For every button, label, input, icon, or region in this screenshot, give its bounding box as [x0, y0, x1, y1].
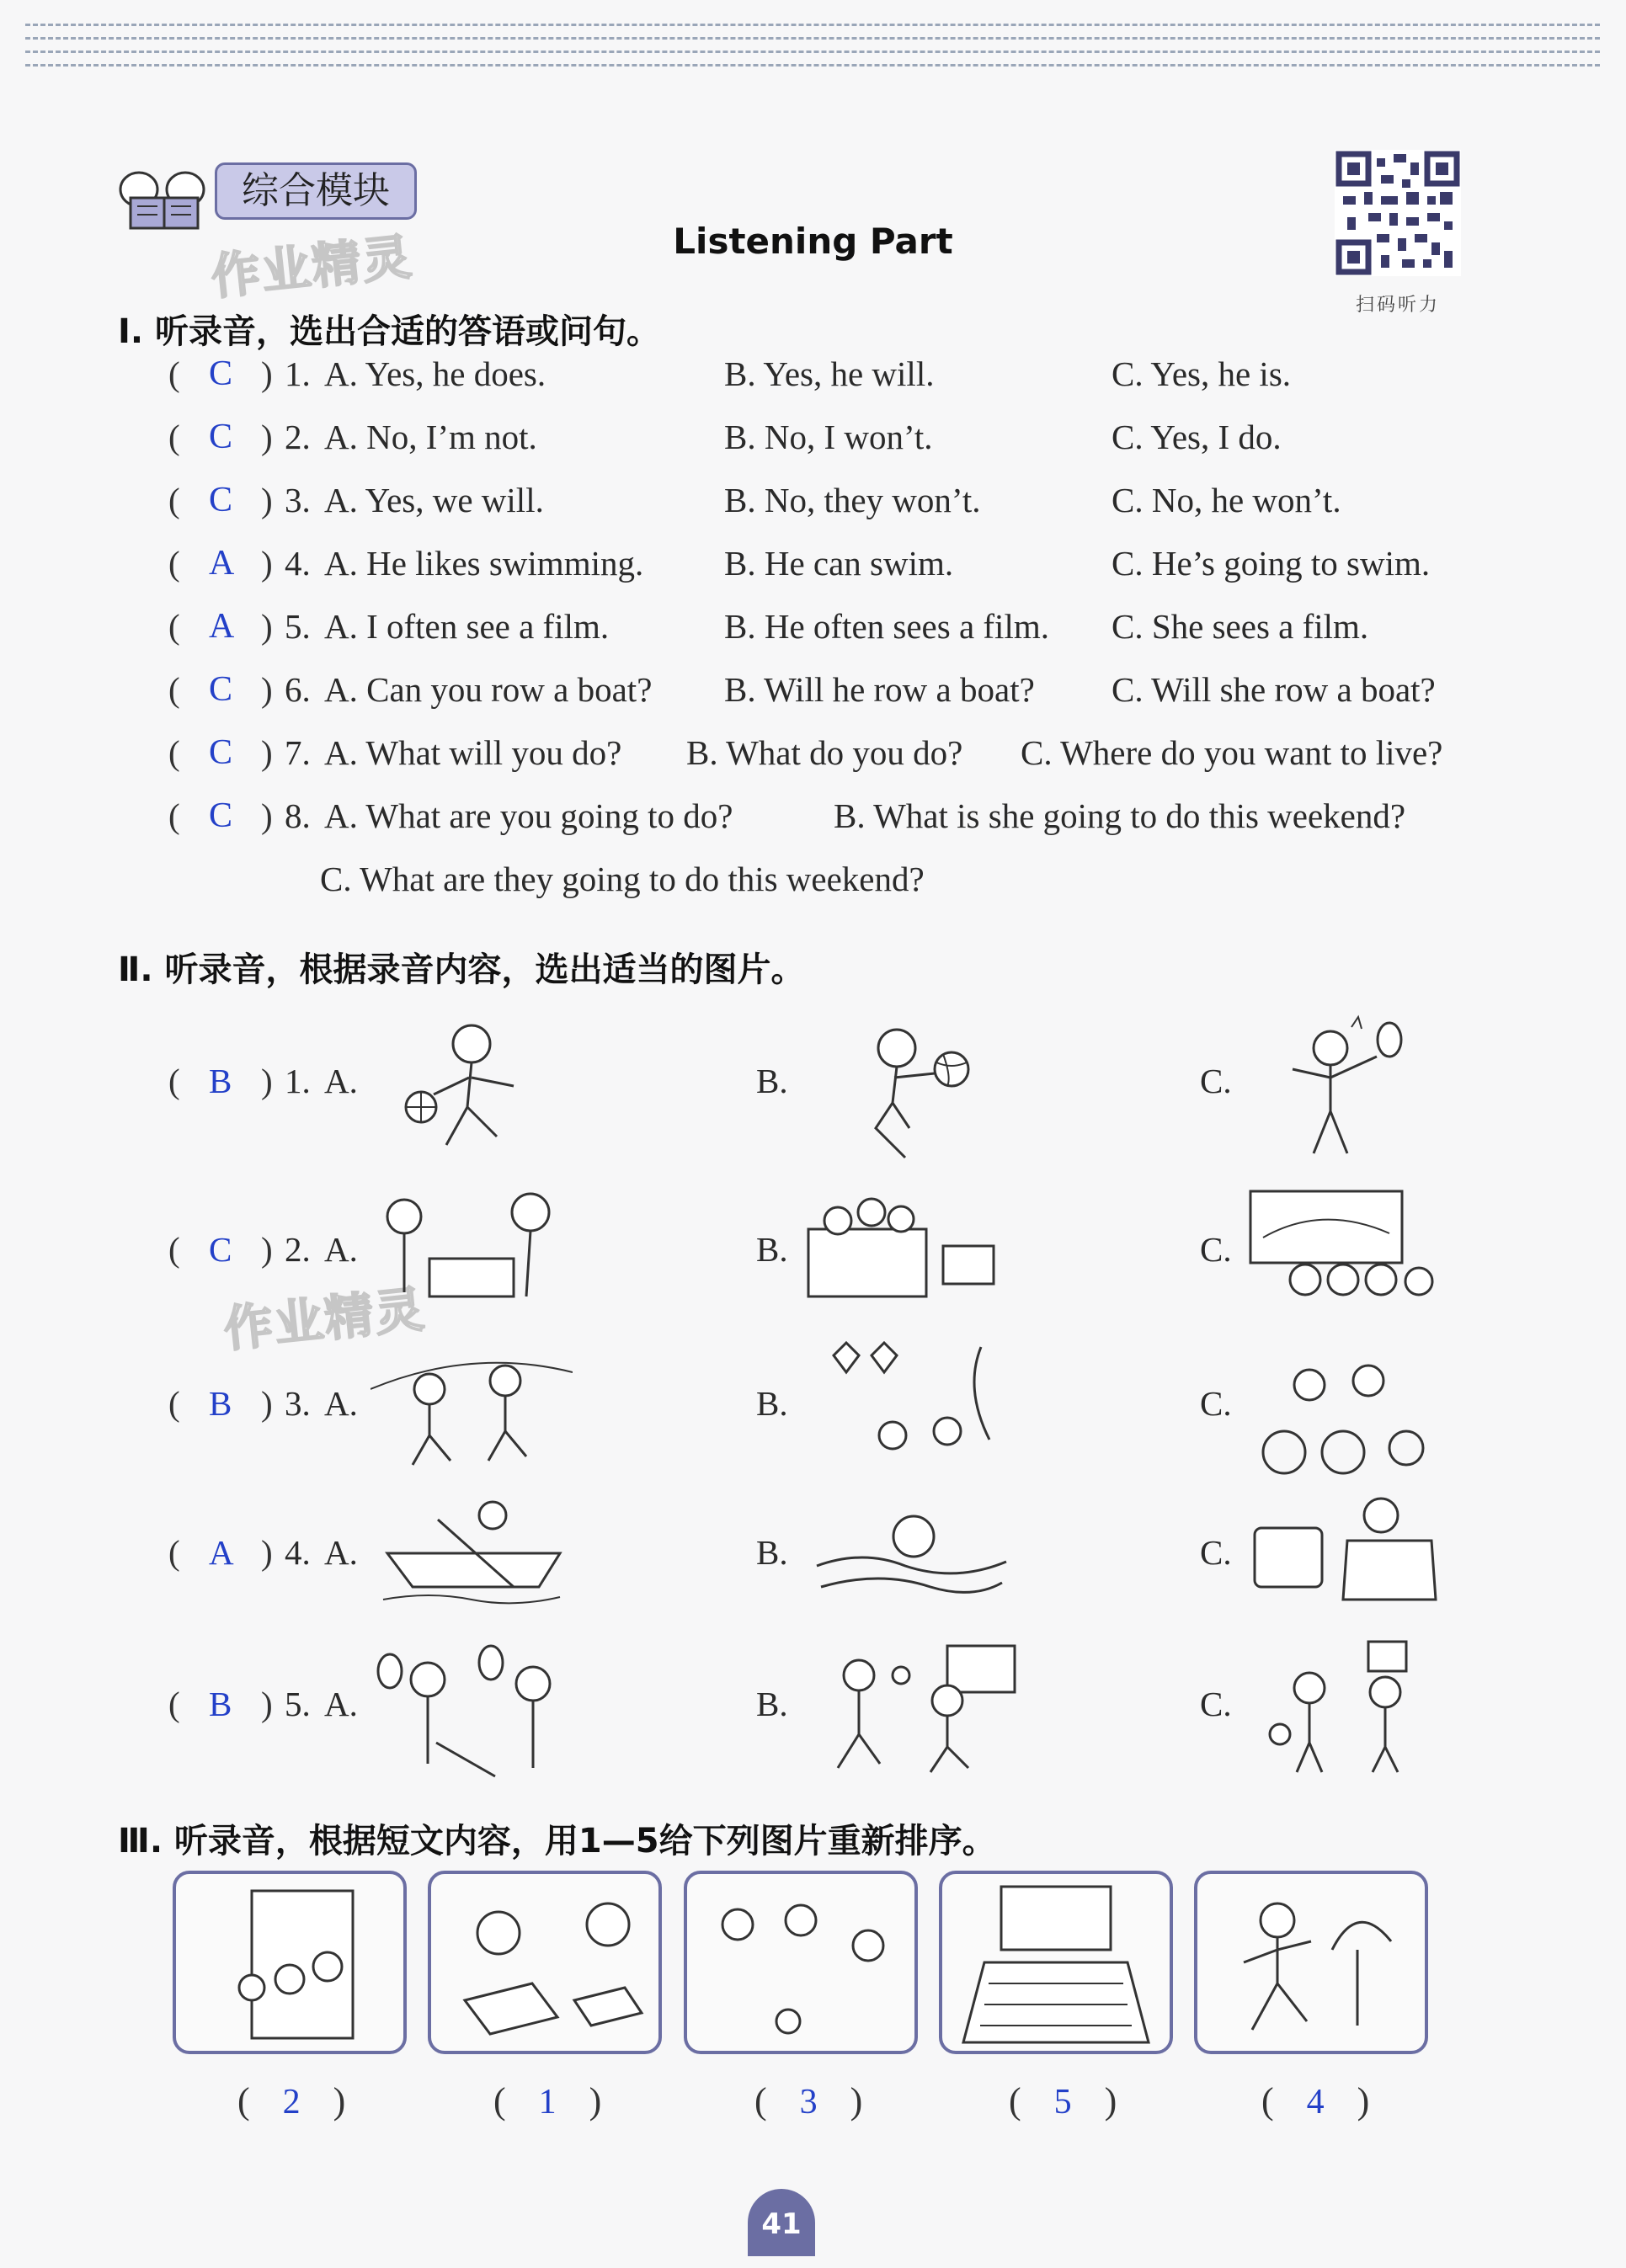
answer-mark: 1: [538, 2083, 557, 2122]
left-paren: (: [168, 607, 180, 646]
kids-riding-bikes-picture[interactable]: [1242, 1343, 1431, 1482]
answer-mark: C: [209, 418, 233, 456]
answer-mark: 4: [1306, 2083, 1325, 2122]
option-c: C. Yes, I do.: [1112, 418, 1282, 456]
option-b: B. No, I won’t.: [724, 418, 933, 456]
question-number: 3.: [285, 481, 311, 519]
right-paren: ): [261, 1062, 273, 1100]
question-number: 3.: [285, 1384, 311, 1423]
option-b: B. What is she going to do this weekend?: [834, 796, 1406, 835]
answer-mark: B: [209, 1384, 232, 1423]
answer-mark: A: [209, 544, 235, 583]
left-paren: (: [168, 1685, 180, 1723]
section-2-heading: Ⅱ. 听录音，根据录音内容，选出适当的图片。: [118, 950, 805, 989]
answer-mark: B: [209, 1685, 232, 1723]
order-answer: [754, 2079, 862, 2122]
question-number: 2.: [285, 1230, 311, 1269]
order-answer: [237, 2079, 345, 2122]
family-at-door-illustration: [176, 1874, 403, 2051]
order-picture-football[interactable]: [684, 1871, 918, 2054]
left-paren: (: [168, 544, 180, 583]
picture-question-row: [0, 1490, 1626, 1658]
question-number: 1.: [285, 354, 311, 393]
question-row: [0, 606, 1626, 657]
left-paren: (: [1261, 2080, 1274, 2122]
cinema-illustration: [942, 1874, 1170, 2051]
left-paren: (: [168, 733, 180, 772]
option-c: C. Where do you want to live?: [1021, 733, 1443, 772]
kids-running-picture[interactable]: [371, 1339, 573, 1477]
option-b: B. He can swim.: [724, 544, 954, 583]
volleyball-girl-picture[interactable]: [825, 1010, 985, 1170]
question-number: 5.: [285, 607, 311, 646]
kids-flying-kites-picture[interactable]: [821, 1339, 1006, 1482]
question-row: [0, 480, 1626, 530]
option-b-label: B.: [756, 1062, 788, 1100]
question-number: 5.: [285, 1685, 311, 1723]
option-b-label: B.: [756, 1533, 788, 1572]
option-a: A. He likes swimming.: [324, 544, 644, 583]
option-b: B. No, they won’t.: [724, 481, 981, 519]
answer-mark: 3: [799, 2083, 818, 2122]
left-paren: (: [168, 481, 180, 519]
page-title: Listening Part: [673, 221, 953, 262]
option-c-label: C.: [1200, 1062, 1232, 1100]
right-paren: ): [1104, 2080, 1117, 2122]
order-answer: [1009, 2079, 1117, 2122]
left-paren: (: [168, 1533, 180, 1572]
answer-mark: C: [209, 670, 233, 709]
right-paren: ): [261, 670, 273, 709]
right-paren: ): [261, 354, 273, 393]
kids-playing-tennis-picture[interactable]: [369, 1637, 579, 1781]
left-paren: (: [754, 2080, 767, 2122]
option-b: B. He often sees a film.: [724, 607, 1049, 646]
option-c-label: C.: [1200, 1685, 1232, 1723]
order-picture-reading[interactable]: [428, 1871, 662, 2054]
family-watching-tv-picture[interactable]: [804, 1187, 1006, 1313]
man-watching-tv-picture[interactable]: [1246, 1490, 1440, 1612]
kids-playing-basketball-picture[interactable]: [1259, 1637, 1427, 1781]
question-number: 4.: [285, 544, 311, 583]
right-paren: ): [261, 1533, 273, 1572]
order-answer: [493, 2079, 601, 2122]
option-c: C. What are they going to do this weekend?: [320, 860, 925, 898]
picture-question-row: [0, 1183, 1626, 1351]
boy-swimming-picture[interactable]: [813, 1499, 1010, 1608]
option-c: C. Yes, he is.: [1112, 354, 1292, 393]
option-a-label: A.: [324, 1384, 358, 1423]
watermark: 作业精灵: [221, 1280, 429, 1359]
picture-question-row: [0, 1010, 1626, 1179]
option-a: A. I often see a film.: [324, 607, 610, 646]
answer-mark: A: [209, 1533, 234, 1572]
answer-mark: 2: [282, 2083, 301, 2122]
boy-rowing-boat-picture[interactable]: [379, 1494, 568, 1608]
answer-mark: 5: [1053, 2083, 1072, 2122]
question-number: 4.: [285, 1533, 311, 1572]
kids-playing-football-illustration: [687, 1874, 914, 2051]
left-paren: (: [168, 418, 180, 456]
answer-mark: C: [209, 481, 233, 519]
right-paren: ): [261, 544, 273, 583]
answer-mark: B: [209, 1062, 232, 1100]
answer-mark: C: [209, 1230, 232, 1269]
watermark: 作业精灵: [208, 227, 416, 306]
left-paren: (: [168, 354, 180, 393]
kids-playing-chess-picture[interactable]: [371, 1183, 564, 1318]
left-paren: (: [168, 1230, 180, 1269]
option-b: B. Yes, he will.: [724, 354, 935, 393]
right-paren: ): [261, 481, 273, 519]
option-a: A. No, I’m not.: [324, 418, 537, 456]
option-b-label: B.: [756, 1384, 788, 1423]
right-paren: ): [333, 2080, 346, 2122]
left-paren: (: [168, 1384, 180, 1423]
option-c: C. No, he won’t.: [1112, 481, 1341, 519]
girl-running-illustration: [1197, 1874, 1425, 2051]
picture-question-row: [0, 1339, 1626, 1507]
answer-mark: C: [209, 796, 233, 835]
option-a-label: A.: [324, 1685, 358, 1723]
left-paren: (: [493, 2080, 506, 2122]
right-paren: ): [261, 418, 273, 456]
right-paren: ): [261, 1384, 273, 1423]
section-3-heading: Ⅲ. 听录音，根据短文内容，用1—5给下列图片重新排序。: [118, 1822, 996, 1861]
question-row: [0, 354, 1626, 404]
question-number: 2.: [285, 418, 311, 456]
option-a: A. What will you do?: [324, 733, 622, 772]
question-number: 1.: [285, 1062, 311, 1100]
answer-mark: C: [209, 354, 233, 393]
right-paren: ): [850, 2080, 863, 2122]
qr-code[interactable]: [1335, 150, 1461, 276]
question-number: 8.: [285, 796, 311, 835]
order-picture-running[interactable]: [1194, 1871, 1428, 2054]
right-paren: ): [1357, 2080, 1370, 2122]
order-picture-cinema[interactable]: [939, 1871, 1173, 2054]
order-answer: [1261, 2079, 1369, 2122]
left-paren: (: [168, 670, 180, 709]
option-b-label: B.: [756, 1685, 788, 1723]
order-picture-family-door[interactable]: [173, 1871, 407, 2054]
option-c: C. She sees a film.: [1112, 607, 1369, 646]
left-paren: (: [237, 2080, 250, 2122]
question-number: 7.: [285, 733, 311, 772]
question-row: [0, 796, 1626, 898]
option-c: C. He’s going to swim.: [1112, 544, 1431, 583]
question-row: [0, 417, 1626, 467]
kids-reading-illustration: [431, 1874, 658, 2051]
option-a: A. Can you row a boat?: [324, 670, 653, 709]
right-paren: ): [261, 796, 273, 835]
left-paren: (: [168, 796, 180, 835]
top-decorative-lines: [25, 24, 1600, 74]
section-1-heading: Ⅰ. 听录音，选出合适的答语或问句。: [118, 312, 661, 351]
left-paren: (: [1009, 2080, 1021, 2122]
right-paren: ): [261, 1230, 273, 1269]
option-c: C. Will she row a boat?: [1112, 670, 1436, 709]
option-b-label: B.: [756, 1230, 788, 1269]
basketball-girl-picture[interactable]: [387, 1010, 547, 1170]
cinema-audience-picture[interactable]: [1246, 1187, 1436, 1313]
badminton-boy-picture[interactable]: [1259, 1010, 1427, 1170]
question-row: [0, 732, 1626, 783]
question-number: 6.: [285, 670, 311, 709]
option-a: A. Yes, he does.: [324, 354, 546, 393]
page-number: 41: [748, 2189, 815, 2256]
option-a-label: A.: [324, 1230, 358, 1269]
badge-label: 综合模块: [215, 162, 417, 220]
question-row: [0, 543, 1626, 594]
option-c-label: C.: [1200, 1533, 1232, 1572]
right-paren: ): [261, 1685, 273, 1723]
right-paren: ): [261, 733, 273, 772]
question-row: [0, 669, 1626, 720]
option-b: B. What do you do?: [686, 733, 963, 772]
option-a-label: A.: [324, 1062, 358, 1100]
right-paren: ): [261, 607, 273, 646]
answer-mark: A: [209, 607, 235, 646]
picture-question-row: [0, 1637, 1626, 1806]
option-a-label: A.: [324, 1533, 358, 1572]
left-paren: (: [168, 1062, 180, 1100]
option-a: A. What are you going to do?: [324, 796, 733, 835]
option-a: A. Yes, we will.: [324, 481, 544, 519]
right-paren: ): [589, 2080, 602, 2122]
kids-playing-football-picture[interactable]: [804, 1637, 1023, 1781]
answer-mark: C: [209, 733, 233, 772]
qr-caption: 扫码听力: [1355, 295, 1440, 316]
option-b: B. Will he row a boat?: [724, 670, 1035, 709]
option-c-label: C.: [1200, 1384, 1232, 1423]
option-c-label: C.: [1200, 1230, 1232, 1269]
